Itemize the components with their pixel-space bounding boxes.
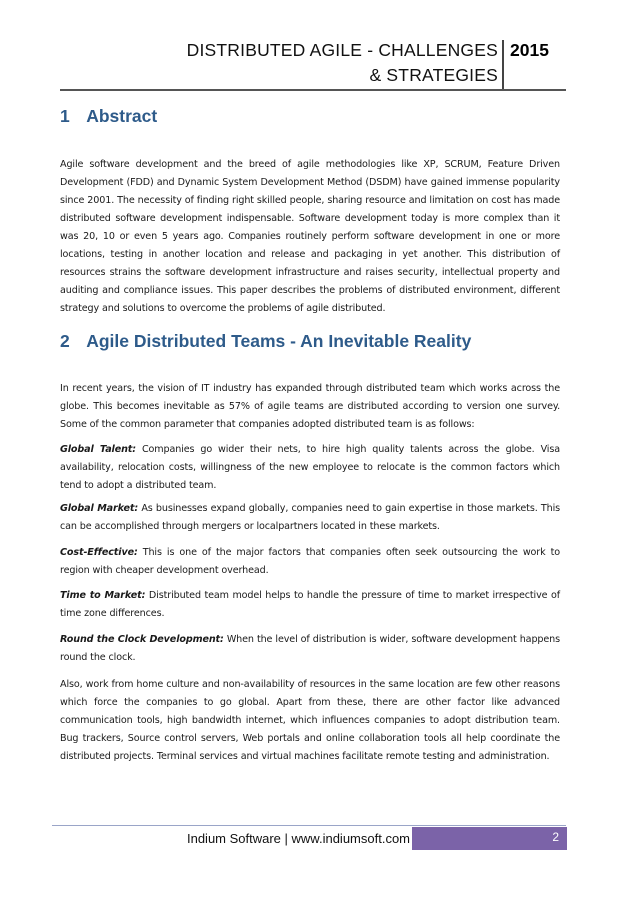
- paragraph-cost-effective: [60, 544, 560, 580]
- paragraph-round-the-clock: [60, 631, 560, 667]
- section-heading-abstract: [60, 106, 157, 127]
- paragraph-text: As businesses expand globally, companies need to gain expertise in those markets. This can be accomplished through mergers or localpartners located in these markets.: [60, 503, 560, 532]
- header-divider-vertical: [502, 40, 504, 89]
- section-heading-distributed-teams: [60, 331, 471, 352]
- footer-text: Indium Software | www.indiumsoft.com: [186, 831, 410, 846]
- paragraph-text: When the level of distribution is wider, software development happens round the clock.: [60, 634, 560, 663]
- section-title: Agile Distributed Teams - An Inevitable Reality: [86, 331, 472, 351]
- paragraph-text: This is one of the major factors that companies often seek outsourcing the work to region with cheaper development overhead.: [60, 547, 560, 576]
- section-number: 1: [60, 106, 70, 126]
- page-header: [60, 38, 566, 91]
- paragraph: [60, 676, 560, 766]
- paragraph-lead: Round the Clock Development:: [60, 634, 224, 645]
- paragraph-lead: Time to Market:: [60, 590, 146, 601]
- paragraph-global-talent: [60, 441, 560, 495]
- paragraph-text: Agile software development and the breed of agile methodologies like XP, SCRUM, Feature Driven Development (FDD) and Dynamic System Development Method (DSDM) have gained immense popularity since 2001. The necessity of finding right skilled people, sharing resource and limitation on cost has made distributed software development indispensable. Software development today is more complex than it was 20, 10 or even 5 years ago. Companies routinely perform software development in one or more locations, testing in another location and release and packaging in yet another. This distribution of resources strains the software development infrastructure and raises security, intellectual property and auditing and compliance issues. This paper describes the problems of distributed environment, different strategy and solutions to overcome the problems of agile distributed.: [60, 159, 560, 314]
- paragraph-text: Companies go wider their nets, to hire high quality talents across the globe. Visa availability, relocation costs, willingness of the new employee to relocate is the common factors which tend to adopt a distributed team.: [60, 444, 560, 491]
- footer-divider: [52, 825, 566, 826]
- header-divider-horizontal: [60, 89, 566, 91]
- title-line-1: DISTRIBUTED AGILE - CHALLENGES: [186, 40, 498, 60]
- section-number: 2: [60, 331, 70, 351]
- paragraph-lead: Cost-Effective:: [60, 547, 138, 558]
- title-line-2: & STRATEGIES: [369, 65, 498, 85]
- paragraph-text: Distributed team model helps to handle the pressure of time to market irrespective of time zone differences.: [60, 590, 560, 619]
- paragraph-text: Also, work from home culture and non-availability of resources in the same location are few other reasons which force the companies to go global. Apart from these, there are other factor like advanced communication tools, high bandwidth internet, which influences companies to adopt distribution team. Bug trackers, Source control servers, Web portals and online collaboration tools all help coordinate the distributed projects. Terminal services and virtual machines facilitate remote testing and administration.: [60, 679, 560, 762]
- paragraph-text: In recent years, the vision of IT industry has expanded through distributed team which works across the globe. This becomes inevitable as 57% of agile teams are distributed according to version one survey. Some of the common parameter that companies adopted distributed team is as follows:: [60, 383, 560, 430]
- footer-page-box: [412, 827, 567, 850]
- paragraph: [60, 156, 560, 318]
- paragraph-lead: Global Market:: [60, 503, 139, 514]
- paragraph-lead: Global Talent:: [60, 444, 136, 455]
- paragraph-global-market: [60, 500, 560, 536]
- document-year: 2015: [510, 40, 549, 60]
- paragraph: [60, 380, 560, 434]
- section-title: Abstract: [86, 106, 158, 126]
- page-number: 2: [552, 830, 559, 844]
- document-title: [78, 38, 498, 88]
- paragraph-time-to-market: [60, 587, 560, 623]
